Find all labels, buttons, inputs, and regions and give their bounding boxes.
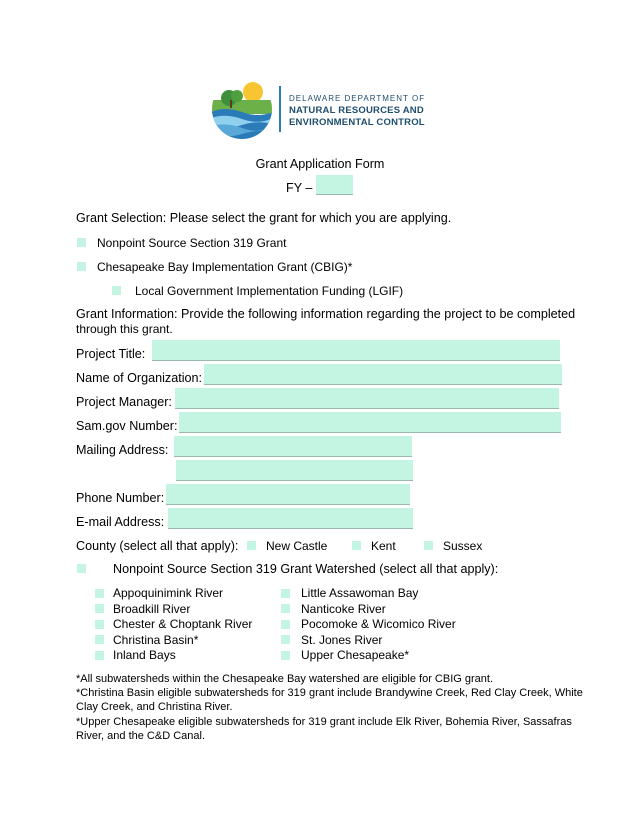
county-label: County (select all that apply): bbox=[76, 539, 239, 553]
mailing-address-label: Mailing Address: bbox=[76, 443, 169, 457]
form-title: Grant Application Form bbox=[255, 157, 385, 171]
county-new-castle: New Castle bbox=[266, 539, 328, 553]
watershed-upper-chesapeake: Upper Chesapeake* bbox=[301, 648, 410, 662]
county-sussex: Sussex bbox=[443, 539, 483, 553]
option-cbig: Chesapeake Bay Implementation Grant (CBIG)* bbox=[97, 260, 353, 274]
logo-line-2: NATURAL RESOURCES AND bbox=[289, 105, 424, 116]
checkbox-kent[interactable] bbox=[352, 541, 361, 550]
checkbox-appoquinimink[interactable] bbox=[95, 589, 104, 598]
project-manager-label: Project Manager: bbox=[76, 395, 172, 409]
checkbox-inland-bays[interactable] bbox=[95, 651, 104, 660]
watershed-appoquinimink: Appoquinimink River bbox=[113, 586, 224, 600]
dnrec-logo bbox=[211, 78, 433, 142]
email-label: E-mail Address: bbox=[76, 515, 165, 529]
watershed-pocomoke-wicomico: Pocomoke & Wicomico River bbox=[301, 617, 456, 631]
organization-label: Name of Organization: bbox=[76, 371, 202, 385]
checkbox-nanticoke[interactable] bbox=[281, 604, 290, 613]
sam-gov-label: Sam.gov Number: bbox=[76, 419, 178, 433]
note-upper-chesapeake-cont: River, and the C&D Canal. bbox=[76, 730, 206, 742]
grant-information-heading-cont: through this grant. bbox=[76, 322, 173, 336]
checkbox-st-jones[interactable] bbox=[281, 635, 290, 644]
watershed-christina-basin: Christina Basin* bbox=[113, 633, 199, 647]
watershed-st-jones: St. Jones River bbox=[301, 633, 383, 647]
checkbox-chester-choptank[interactable] bbox=[95, 620, 104, 629]
fy-label: FY – bbox=[286, 181, 313, 195]
grant-selection-heading: Grant Selection: Please select the grant for which you are applying. bbox=[76, 211, 452, 225]
note-upper-chesapeake: *Upper Chesapeake eligible subwatersheds for 319 grant include Elk River, Bohemia River, Sassafras bbox=[76, 716, 572, 728]
watershed-inland-bays: Inland Bays bbox=[113, 648, 176, 662]
organization-input[interactable] bbox=[204, 364, 562, 385]
checkbox-broadkill[interactable] bbox=[95, 604, 104, 613]
logo-line-3: ENVIRONMENTAL CONTROL bbox=[289, 117, 425, 128]
project-title-label: Project Title: bbox=[76, 347, 146, 361]
watershed-broadkill: Broadkill River bbox=[113, 602, 191, 616]
project-manager-input[interactable] bbox=[175, 388, 559, 409]
fy-input[interactable] bbox=[316, 175, 353, 195]
phone-label: Phone Number: bbox=[76, 491, 165, 505]
option-lgif: Local Government Implementation Funding (LGIF) bbox=[135, 284, 404, 298]
checkbox-upper-chesapeake[interactable] bbox=[281, 651, 290, 660]
checkbox-cbig[interactable] bbox=[77, 262, 86, 271]
dnrec-emblem-icon bbox=[211, 78, 273, 140]
checkbox-christina-basin[interactable] bbox=[95, 635, 104, 644]
mailing-address-input-1[interactable] bbox=[174, 436, 412, 457]
checkbox-lgif[interactable] bbox=[112, 286, 121, 295]
note-cbig: *All subwatersheds within the Chesapeake Bay watershed are eligible for CBIG grant. bbox=[76, 673, 494, 685]
option-319-grant: Nonpoint Source Section 319 Grant bbox=[97, 236, 287, 250]
logo-divider bbox=[279, 86, 281, 132]
watershed-little-assawoman: Little Assawoman Bay bbox=[301, 586, 419, 600]
checkbox-little-assawoman[interactable] bbox=[281, 589, 290, 598]
watershed-nanticoke: Nanticoke River bbox=[301, 602, 386, 616]
watershed-chester-choptank: Chester & Choptank River bbox=[113, 617, 253, 631]
checkbox-sussex[interactable] bbox=[424, 541, 433, 550]
grant-information-heading: Grant Information: Provide the following information regarding the project to be completed bbox=[76, 307, 576, 321]
checkbox-new-castle[interactable] bbox=[247, 541, 256, 550]
watershed-heading: Nonpoint Source Section 319 Grant Watershed (select all that apply): bbox=[113, 562, 499, 576]
checkbox-319-grant[interactable] bbox=[77, 238, 86, 247]
mailing-address-input-2[interactable] bbox=[176, 460, 413, 481]
county-kent: Kent bbox=[371, 539, 396, 553]
checkbox-pocomoke-wicomico[interactable] bbox=[281, 620, 290, 629]
email-input[interactable] bbox=[168, 508, 413, 529]
sam-gov-input[interactable] bbox=[179, 412, 561, 433]
note-christina-cont: Clay Creek, and Christina River. bbox=[76, 701, 233, 713]
phone-input[interactable] bbox=[166, 484, 410, 505]
project-title-input[interactable] bbox=[152, 340, 560, 361]
checkbox-319-watershed[interactable] bbox=[77, 564, 86, 573]
note-christina: *Christina Basin eligible subwatersheds for 319 grant include Brandywine Creek, Red Clay Creek, White bbox=[76, 687, 583, 699]
logo-line-1: DELAWARE DEPARTMENT OF bbox=[289, 94, 426, 103]
